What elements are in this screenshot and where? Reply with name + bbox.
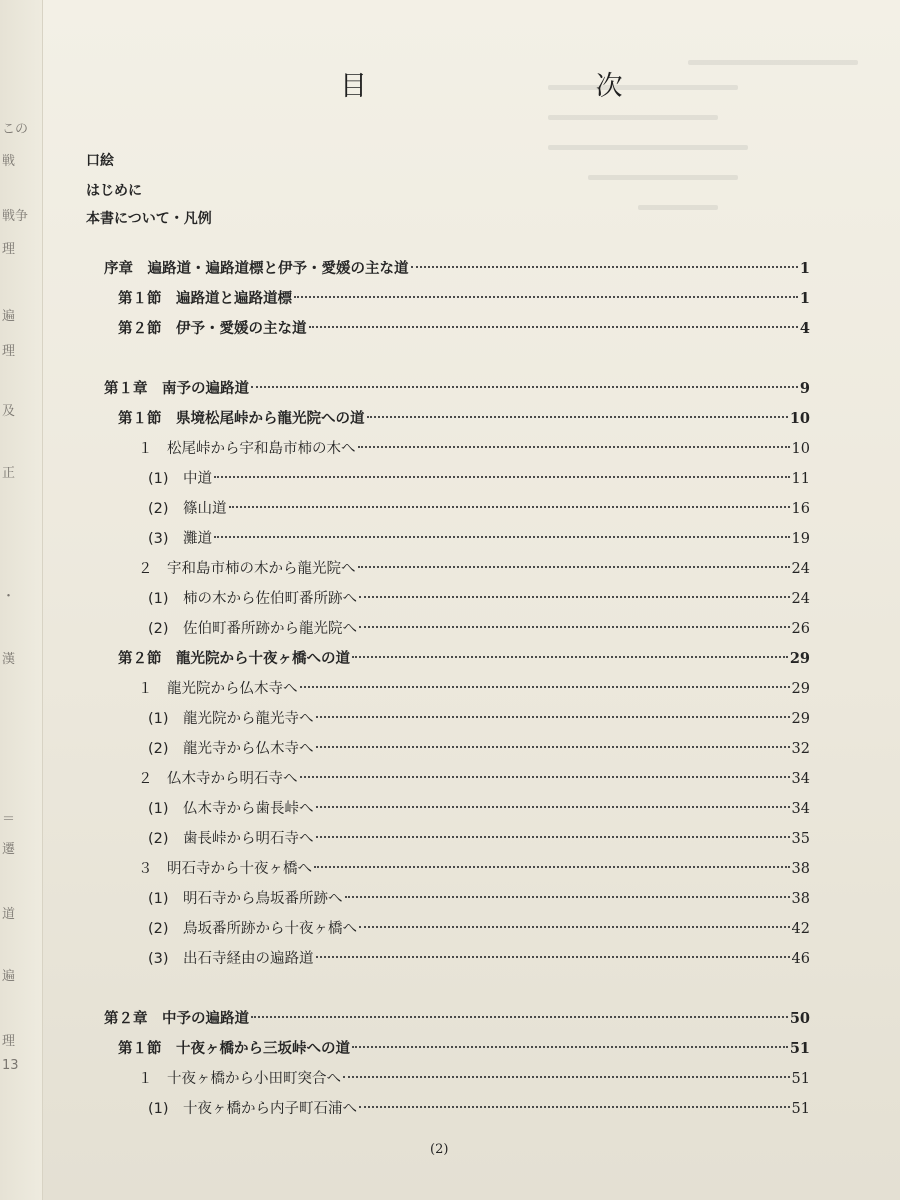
page-number: (2) <box>430 1142 449 1157</box>
toc-page: 1 <box>799 290 810 307</box>
margin-fragment: ＝ <box>2 812 16 827</box>
toc-label: １ 十夜ヶ橋から小田町突合へ <box>138 1071 341 1087</box>
margin-fragment: 戦争 <box>2 209 29 224</box>
toc-label: (2) 歯長峠から明石寺へ <box>148 831 314 847</box>
leader-dots <box>214 536 790 538</box>
margin-fragment: 遍 <box>2 969 16 984</box>
toc-label: 第１章 南予の遍路道 <box>104 381 249 397</box>
front-matter-item: 口絵 <box>86 153 114 169</box>
front-matter-item: 本書について・凡例 <box>86 211 212 227</box>
margin-fragment: 正 <box>2 466 16 481</box>
adjacent-page-edge <box>0 0 43 1200</box>
toc-entry <box>148 498 810 520</box>
toc-page: 34 <box>791 801 810 817</box>
toc-page: 32 <box>791 741 810 757</box>
toc-entry <box>104 1008 810 1030</box>
toc-page: 9 <box>799 380 810 397</box>
leader-dots <box>314 866 790 868</box>
toc-entry <box>148 588 810 610</box>
toc-entry <box>118 288 810 310</box>
leader-dots <box>294 296 798 298</box>
toc-label: (1) 中道 <box>148 471 213 487</box>
toc-page: 29 <box>789 650 810 667</box>
toc-page: 24 <box>791 591 810 607</box>
toc-entry <box>138 858 810 880</box>
toc-entry <box>138 1068 810 1090</box>
toc-page: 51 <box>791 1071 810 1087</box>
toc-page: 4 <box>799 320 810 337</box>
margin-fragment: 遷 <box>2 842 16 857</box>
toc-label: (3) 灘道 <box>148 531 213 547</box>
toc-label: (1) 柿の木から佐伯町番所跡へ <box>148 591 358 607</box>
leader-dots <box>345 896 790 898</box>
toc-entry <box>138 768 810 790</box>
toc-page: 42 <box>791 921 810 937</box>
toc-page: 10 <box>789 410 810 427</box>
toc-entry <box>104 258 810 280</box>
toc-label: (3) 出石寺経由の遍路道 <box>148 951 314 967</box>
leader-dots <box>300 776 790 778</box>
toc-page: 51 <box>789 1040 810 1057</box>
leader-dots <box>214 476 790 478</box>
toc-label: (2) 篠山道 <box>148 501 227 517</box>
toc-page: 24 <box>791 561 810 577</box>
toc-page: 29 <box>791 681 810 697</box>
toc-label: (1) 龍光院から龍光寺へ <box>148 711 314 727</box>
toc-entry <box>148 618 810 640</box>
leader-dots <box>316 716 790 718</box>
toc-label: ３ 明石寺から十夜ヶ橋へ <box>138 861 312 877</box>
toc-page: 35 <box>791 831 810 847</box>
leader-dots <box>343 1076 790 1078</box>
toc-page: 38 <box>791 891 810 907</box>
leader-dots <box>411 266 798 268</box>
toc-page: 10 <box>791 441 810 457</box>
toc-label: (1) 明石寺から鳥坂番所跡へ <box>148 891 343 907</box>
leader-dots <box>251 1016 788 1018</box>
toc-page: 38 <box>791 861 810 877</box>
toc-entry <box>104 378 810 400</box>
toc-entry <box>148 708 810 730</box>
leader-dots <box>316 836 790 838</box>
toc-page: 46 <box>791 951 810 967</box>
leader-dots <box>229 506 790 508</box>
toc-label: (1) 十夜ヶ橋から内子町石浦へ <box>148 1101 358 1117</box>
toc-page: 26 <box>791 621 810 637</box>
toc-label: 第１節 遍路道と遍路道標 <box>118 291 292 307</box>
margin-fragment: この <box>2 122 29 137</box>
leader-dots <box>358 566 790 568</box>
toc-entry <box>148 888 810 910</box>
leader-dots <box>367 416 788 418</box>
toc-page: 29 <box>791 711 810 727</box>
leader-dots <box>316 806 790 808</box>
toc-label: 第２節 龍光院から十夜ヶ橋への道 <box>118 651 350 667</box>
margin-fragment: 道 <box>2 907 16 922</box>
toc-label: 序章 遍路道・遍路道標と伊予・愛媛の主な道 <box>104 261 409 277</box>
toc-label: ２ 仏木寺から明石寺へ <box>138 771 298 787</box>
toc-label: １ 松尾峠から宇和島市柿の木へ <box>138 441 356 457</box>
toc-entry <box>148 828 810 850</box>
toc-entry <box>138 678 810 700</box>
margin-fragment: ・ <box>2 589 16 604</box>
toc-entry <box>148 948 810 970</box>
leader-dots <box>251 386 798 388</box>
toc-entry <box>118 408 810 430</box>
toc-page: 34 <box>791 771 810 787</box>
toc-entry <box>148 798 810 820</box>
page-title: 目 次 <box>340 71 733 102</box>
margin-fragment: 遍 <box>2 309 16 324</box>
leader-dots <box>358 446 790 448</box>
toc-label: (1) 仏木寺から歯長峠へ <box>148 801 314 817</box>
toc-label: ２ 宇和島市柿の木から龍光院へ <box>138 561 356 577</box>
toc-page: 1 <box>799 260 810 277</box>
toc-label: (2) 鳥坂番所跡から十夜ヶ橋へ <box>148 921 358 937</box>
toc-entry <box>118 1038 810 1060</box>
toc-label: 第２節 伊予・愛媛の主な道 <box>118 321 307 337</box>
leader-dots <box>316 746 790 748</box>
toc-label: 第１節 十夜ヶ橋から三坂峠への道 <box>118 1041 350 1057</box>
front-matter-item: はじめに <box>86 183 142 199</box>
leader-dots <box>309 326 798 328</box>
leader-dots <box>352 656 788 658</box>
margin-fragment: 戦 <box>2 154 16 169</box>
leader-dots <box>300 686 790 688</box>
toc-entry <box>138 438 810 460</box>
toc-page: 19 <box>791 531 810 547</box>
leader-dots <box>359 1106 790 1108</box>
toc-entry <box>148 738 810 760</box>
toc-label: 第１節 県境松尾峠から龍光院への道 <box>118 411 365 427</box>
margin-fragment: 漢 <box>2 652 16 667</box>
toc-label: (2) 龍光寺から仏木寺へ <box>148 741 314 757</box>
margin-fragment: 13 <box>2 1058 19 1073</box>
margin-fragment: 理 <box>2 344 16 359</box>
toc-page: 16 <box>791 501 810 517</box>
toc-entry <box>138 558 810 580</box>
toc-entry <box>148 1098 810 1120</box>
margin-fragment: 及 <box>2 404 16 419</box>
toc-entry <box>148 468 810 490</box>
toc-entry <box>148 528 810 550</box>
leader-dots <box>359 626 790 628</box>
toc-page: 11 <box>791 471 810 487</box>
leader-dots <box>359 926 790 928</box>
toc-label: (2) 佐伯町番所跡から龍光院へ <box>148 621 358 637</box>
toc-entry <box>118 648 810 670</box>
toc-label: 第２章 中予の遍路道 <box>104 1011 249 1027</box>
toc-entry <box>148 918 810 940</box>
leader-dots <box>359 596 790 598</box>
toc-page: 51 <box>791 1101 810 1117</box>
margin-fragment: 理 <box>2 1034 16 1049</box>
toc-page: 50 <box>789 1010 810 1027</box>
margin-fragment: 理 <box>2 242 16 257</box>
toc-entry <box>118 318 810 340</box>
leader-dots <box>316 956 790 958</box>
leader-dots <box>352 1046 788 1048</box>
toc-label: １ 龍光院から仏木寺へ <box>138 681 298 697</box>
